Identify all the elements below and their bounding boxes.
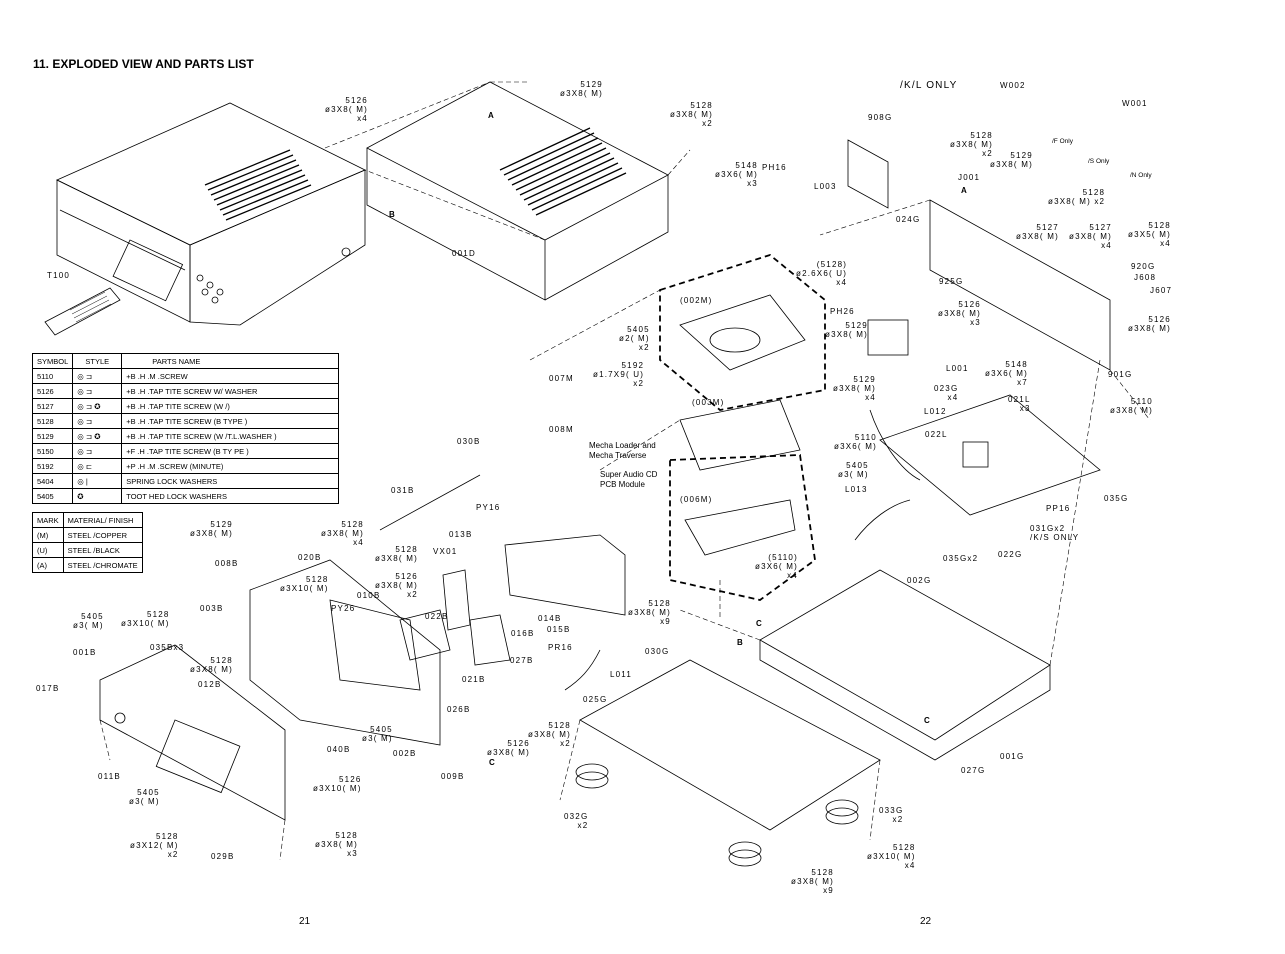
style-icon: ◎ ⊐ ✪ (73, 429, 122, 444)
label-030g: 030G (645, 647, 670, 656)
name-cell: +F .H .TAP TITE SCREW (B TY PE ) (122, 444, 339, 459)
label-5129-top: 5129 ø3X8( M) (560, 80, 603, 98)
name-cell: SPRING LOCK WASHERS (122, 474, 339, 489)
label-f-only: /F Only (1052, 138, 1073, 145)
label-5405-b2: 5405 ø3( M) (129, 788, 160, 806)
mecha-dashed-box (660, 255, 825, 600)
material-table (32, 512, 143, 573)
label-c2: C (924, 716, 931, 725)
label-002g: 002G (907, 576, 932, 585)
mark-cell: (M) (33, 528, 64, 543)
name-cell: +B .H .TAP TITE SCREW W/ WASHER (122, 384, 339, 399)
symbol-cell: 5150 (33, 444, 73, 459)
label-l001: L001 (946, 364, 969, 373)
label-s-only: /S Only (1088, 158, 1110, 165)
label-kl-only: /K/L ONLY (900, 80, 958, 91)
label-n-only: /N Only (1130, 172, 1152, 179)
label-001b: 001B (73, 648, 97, 657)
remote-drawing (45, 288, 120, 335)
label-5128-x3-b: 5128 ø3X8( M) x3 (315, 831, 358, 858)
table-row (33, 459, 339, 474)
label-012b: 012B (198, 680, 222, 689)
label-5128-left-x10: 5128 ø3X10( M) (121, 610, 170, 628)
label-sacd-pcb: Super Audio CD PCB Module (600, 470, 658, 489)
label-pp16: PP16 (1046, 504, 1071, 513)
mark-cell: (U) (33, 543, 64, 558)
label-5129-mid: 5129 ø3X8( M) (825, 321, 868, 339)
label-5128-u: (5128) ø2.6X6( U) x4 (796, 260, 848, 287)
label-003m: (003M) (692, 398, 725, 407)
label-5127b: 5127 ø3X8( M) x4 (1069, 223, 1112, 250)
label-5110-right: 5110 ø3X8( M) (1110, 397, 1153, 415)
label-023g: 023G x4 (934, 384, 959, 402)
table-header-symbol: SYMBOL (33, 354, 73, 369)
label-w002: W002 (1000, 81, 1026, 90)
table-row (33, 489, 339, 504)
style-icon: ◎ ⊐ (73, 369, 122, 384)
label-b-left: B (389, 210, 396, 219)
table-row (33, 369, 339, 384)
label-035b: 035Bx3 (150, 643, 185, 652)
label-pr16: PR16 (548, 643, 573, 652)
label-5127a: 5127 ø3X8( M) (1016, 223, 1059, 241)
name-cell: +B .H .TAP TITE SCREW (B TYPE ) (122, 414, 339, 429)
style-icon: ◎ ⊐ (73, 414, 122, 429)
table-header-parts-name: PARTS NAME (122, 354, 339, 369)
label-027g: 027G (961, 766, 986, 775)
label-l003: L003 (814, 182, 837, 191)
table-row (33, 414, 339, 429)
label-001d: 001D (452, 249, 476, 258)
name-cell: +B .H .TAP TITE SCREW (W /) (122, 399, 339, 414)
label-021b: 021B (462, 675, 486, 684)
label-5405-mid: 5405 ø3( M) (838, 461, 869, 479)
label-009b: 009B (441, 772, 465, 781)
label-013b: 013B (449, 530, 473, 539)
label-5126-x8: 5126 ø3X8( M) (487, 739, 530, 757)
name-cell: TOOT HED LOCK WASHERS (122, 489, 339, 504)
label-5128-mid-left: 5128 ø3X8( M) (375, 545, 418, 563)
label-j607: J607 (1150, 286, 1173, 295)
symbol-cell: 5110 (33, 369, 73, 384)
label-5128-x9-top: 5128 ø3X8( M) x9 (628, 599, 671, 626)
main-pcb-drawing (880, 395, 1100, 515)
symbol-cell: 5192 (33, 459, 73, 474)
label-l012: L012 (924, 407, 947, 416)
label-5126-x10: 5126 ø3X10( M) (313, 775, 362, 793)
label-5110-low: (5110) ø3X6( M) x4 (755, 553, 798, 580)
label-007m: 007M (549, 374, 574, 383)
label-920g: 920G (1131, 262, 1156, 271)
label-5126-x2: 5126 ø3X8( M) x2 (375, 572, 418, 599)
label-5128-top: 5128 ø3X8( M) x2 (670, 101, 713, 128)
bottom-plate-drawing (580, 660, 880, 830)
name-cell: +B .H .M .SCREW (122, 369, 339, 384)
label-008m: 008M (549, 425, 574, 434)
label-014b: 014B (538, 614, 562, 623)
label-j001: J001 (958, 173, 981, 182)
label-5405-bottom: 5405 ø3( M) (362, 725, 393, 743)
label-002m: (002M) (680, 296, 713, 305)
label-5405-top: 5405 ø2( M) x2 (619, 325, 650, 352)
style-icon: ◎ | (73, 474, 122, 489)
symbol-cell: 5126 (33, 384, 73, 399)
label-908g: 908G (868, 113, 893, 122)
label-040b: 040B (327, 745, 351, 754)
label-5126-top: 5126 ø3X8( M) x4 (325, 96, 368, 123)
label-w001: W001 (1122, 99, 1148, 108)
label-5128-x12: 5128 ø3X12( M) x2 (130, 832, 179, 859)
style-icon: ✪ (73, 489, 122, 504)
label-vx01: VX01 (433, 547, 458, 556)
table-header-material: MATERIAL/ FINISH (63, 513, 142, 528)
label-027b: 027B (510, 656, 534, 665)
symbol-cell: 5404 (33, 474, 73, 489)
label-l013: L013 (845, 485, 868, 494)
label-5126-right: 5126 ø3X8( M) (1128, 315, 1171, 333)
parts-table (32, 353, 339, 504)
page-number-right: 22 (920, 916, 932, 927)
label-017b: 017B (36, 684, 60, 693)
label-c1: C (756, 619, 763, 628)
label-5148-top: 5148 ø3X6( M) x3 (715, 161, 758, 188)
style-icon: ◎ ⊐ (73, 384, 122, 399)
symbol-cell: 5129 (33, 429, 73, 444)
label-024g: 024G (896, 215, 921, 224)
label-001g: 001G (1000, 752, 1025, 761)
label-035gx2: 035Gx2 (943, 554, 979, 563)
top-cover-drawing (367, 82, 668, 300)
style-icon: ◎ ⊐ (73, 444, 122, 459)
label-5128-x8: 5128 ø3X8( M) (190, 656, 233, 674)
label-5128-x2: 5128 ø3X8( M) x2 (1048, 188, 1106, 206)
style-icon: ◎ ⊐ ✪ (73, 399, 122, 414)
table-row (33, 429, 339, 444)
label-035g: 035G (1104, 494, 1129, 503)
label-031g: 031Gx2 /K/S ONLY (1030, 524, 1080, 542)
label-901g: 901G (1108, 370, 1133, 379)
name-cell: +B .H .TAP TITE SCREW (W /T.L.WASHER ) (122, 429, 339, 444)
table-row (33, 444, 339, 459)
label-031b: 031B (391, 486, 415, 495)
label-026b: 026B (447, 705, 471, 714)
label-010b: 010B (357, 591, 381, 600)
table-row (33, 474, 339, 489)
label-022g: 022G (998, 550, 1023, 559)
label-003b: 003B (200, 604, 224, 613)
label-5129-x4: 5129 ø3X8( M) x4 (833, 375, 876, 402)
label-a-top: A (488, 111, 495, 120)
chassis-drawing (760, 570, 1050, 740)
style-icon: ◎ ⊏ (73, 459, 122, 474)
label-5110-mid: 5110 ø3X6( M) (834, 433, 877, 451)
label-5128-x9-b: 5128 ø3X8( M) x9 (791, 868, 834, 895)
label-c3: C (489, 758, 496, 767)
table-row (33, 543, 143, 558)
label-5126-mid: 5126 ø3X8( M) x3 (938, 300, 981, 327)
symbol-cell: 5128 (33, 414, 73, 429)
label-020b: 020B (298, 553, 322, 562)
mark-cell: (A) (33, 558, 64, 573)
label-5405-left: 5405 ø3( M) (73, 612, 104, 630)
label-ph26: PH26 (830, 307, 855, 316)
label-5128-x2-mid: 5128 ø3X8( M) x2 (528, 721, 571, 748)
label-008b: 008B (215, 559, 239, 568)
label-022l: 022L (925, 430, 948, 439)
table-row (33, 558, 143, 573)
table-row (33, 528, 143, 543)
label-5128-x4-b: 5128 ø3X10( M) x4 (867, 843, 916, 870)
label-mecha-loader: Mecha Loader and Mecha Traverse (589, 441, 656, 460)
label-py16: PY16 (476, 503, 501, 512)
label-a-right: A (961, 186, 968, 195)
label-016b: 016B (511, 629, 535, 638)
label-b2: B (737, 638, 744, 647)
label-5192: 5192 ø1.7X9( U) x2 (593, 361, 645, 388)
label-t100: T100 (47, 271, 71, 280)
label-032g: 032G x2 (564, 812, 589, 830)
finish-cell: STEEL /BLACK (63, 543, 142, 558)
label-925g: 925G (939, 277, 964, 286)
name-cell: +P .H .M .SCREW (MINUTE) (122, 459, 339, 474)
label-5148-x7: 5148 ø3X6( M) x7 (985, 360, 1028, 387)
symbol-cell: 5405 (33, 489, 73, 504)
table-header-mark: MARK (33, 513, 64, 528)
label-025g: 025G (583, 695, 608, 704)
finish-cell: STEEL /COPPER (63, 528, 142, 543)
table-row (33, 399, 339, 414)
label-006m: (006M) (680, 495, 713, 504)
label-021l: 021L x3 (1008, 395, 1031, 413)
label-015b: 015B (547, 625, 571, 634)
finish-cell: STEEL /CHROMATE (63, 558, 142, 573)
table-row (33, 384, 339, 399)
label-033g: 033G x2 (879, 806, 904, 824)
page-number-left: 21 (299, 916, 311, 927)
label-l011: L011 (610, 670, 633, 679)
label-029b: 029B (211, 852, 235, 861)
label-022b: 022B (425, 612, 449, 621)
label-j608: J608 (1134, 273, 1157, 282)
label-011b: 011B (98, 772, 121, 781)
label-5128-x3: 5128 ø3X5( M) x4 (1128, 221, 1171, 248)
label-ph16: PH16 (762, 163, 787, 172)
page-title: 11. EXPLODED VIEW AND PARTS LIST (33, 57, 254, 71)
label-py26: PY26 (331, 604, 356, 613)
table-header-style: STYLE (73, 354, 122, 369)
label-5129-908: 5129 ø3X8( M) (990, 151, 1033, 169)
label-002b: 002B (393, 749, 417, 758)
symbol-cell: 5127 (33, 399, 73, 414)
label-5128-x10: 5128 ø3X10( M) (280, 575, 329, 593)
label-030b: 030B (457, 437, 481, 446)
label-5129-left: 5129 ø3X8( M) (190, 520, 233, 538)
label-5128-x4-left: 5128 ø3X8( M) x4 (321, 520, 364, 547)
label-5128-908: 5128 ø3X8( M) x2 (950, 131, 993, 158)
